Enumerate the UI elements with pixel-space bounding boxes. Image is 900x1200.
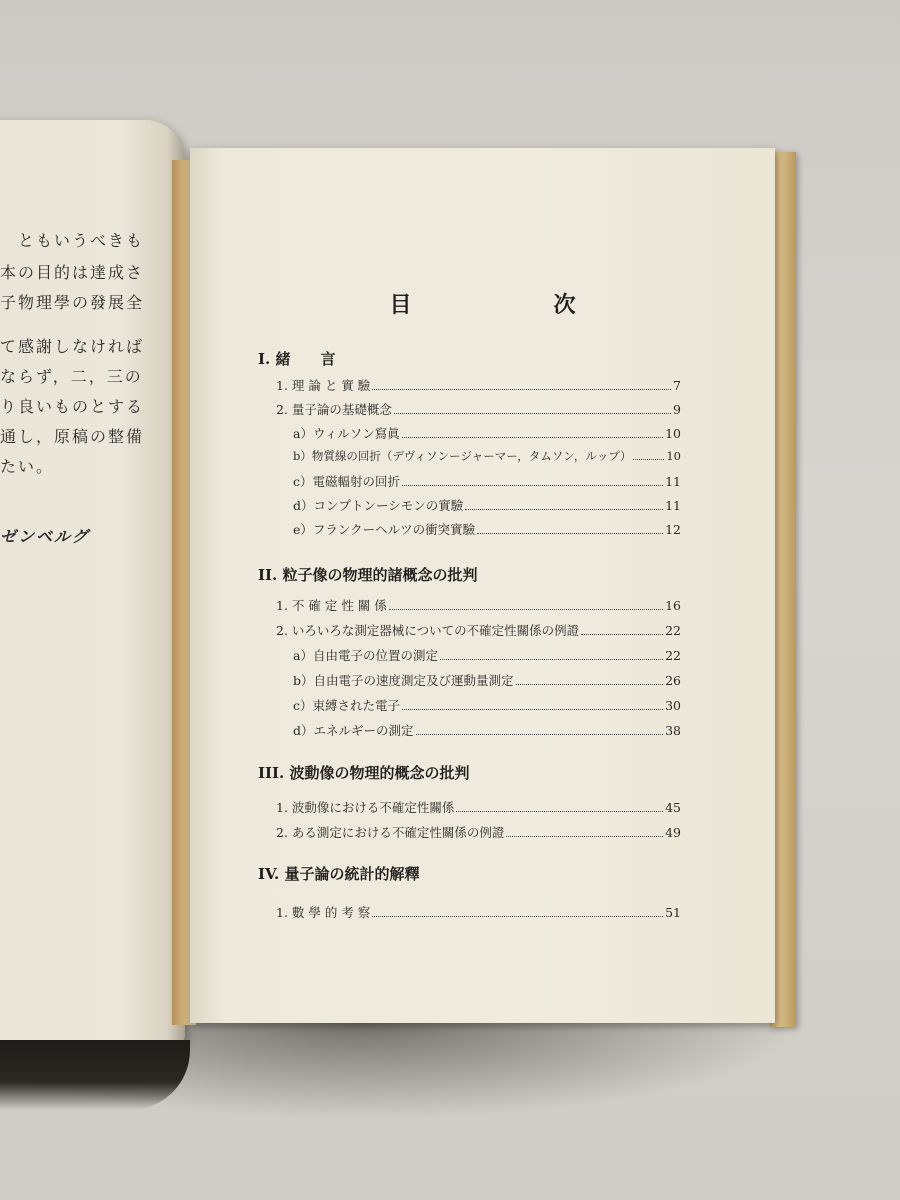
toc-leader-dots (465, 509, 663, 510)
toc-entry-page: 10 (666, 449, 681, 463)
toc-entry-text: 1. 波動像における不確定性關係 (276, 800, 455, 815)
toc-entry-page: 26 (665, 673, 681, 688)
toc-entry-page: 16 (665, 598, 681, 613)
chapter-heading: IV. 量子論の統計的解釋 (258, 865, 420, 883)
toc-entry-text: c）束縛された電子 (293, 698, 401, 713)
toc-entry (293, 520, 681, 538)
toc-entry-text: d）エネルギーの測定 (293, 723, 414, 738)
toc-entry (293, 646, 681, 664)
toc-entry (293, 671, 681, 689)
toc-leader-dots (456, 811, 663, 812)
toc-entry-page: 11 (665, 474, 681, 489)
toc-entry-text: 2. ある測定における不確定性關係の例證 (276, 825, 505, 840)
toc-entry-page: 11 (665, 498, 681, 513)
toc-entry-page: 38 (665, 723, 681, 738)
toc-entry-page: 12 (665, 522, 681, 537)
toc-leader-dots (633, 459, 664, 460)
left-text-line: 子物理學の發展全 (0, 293, 145, 312)
toc-entry-page: 45 (665, 800, 681, 815)
toc-entry-text: b）自由電子の速度測定及び運動量測定 (293, 673, 514, 688)
toc-entry-text: 1. 理 論 と 實 驗 (276, 378, 371, 393)
toc-entry (276, 376, 681, 394)
toc-entry-text: 2. いろいろな測定器械についての不確定性關係の例證 (276, 623, 580, 638)
toc-entry-page: 49 (665, 825, 681, 840)
toc-leader-dots (581, 634, 663, 635)
left-text-line: り良いものとする (0, 397, 145, 416)
toc-entry-text: 2. 量子論の基礎概念 (276, 402, 392, 417)
toc-entry-text: a）ウィルソン寫眞 (293, 426, 400, 441)
toc-entry (276, 823, 681, 841)
toc-leader-dots (402, 437, 663, 438)
left-signature-text: ゼンベルグ (0, 527, 90, 546)
toc-entry-page: 30 (665, 698, 681, 713)
toc-entry (276, 596, 681, 614)
left-text-line: ともいうべきも (0, 231, 145, 250)
toc-leader-dots (402, 485, 663, 486)
toc-entry-page: 7 (673, 378, 681, 393)
toc-leader-dots (372, 389, 671, 390)
toc-entry-text: d）コンプトンーシモンの實驗 (293, 498, 464, 513)
left-text-line: ならず，二，三の (0, 367, 143, 386)
toc-leader-dots (389, 609, 663, 610)
toc-entry-page: 22 (665, 623, 681, 638)
left-text-line: て感謝しなければ (0, 337, 145, 356)
toc-leader-dots (506, 836, 663, 837)
left-text-line: 本の目的は達成さ (0, 263, 145, 282)
toc-entry-page: 10 (665, 426, 681, 441)
toc-entry (276, 400, 681, 418)
toc-entry (276, 621, 681, 639)
toc-leader-dots (402, 709, 663, 710)
toc-entry-text: b）物質線の回折（デヴィソンージャーマー，タムソン，ルップ） (293, 449, 632, 463)
toc-leader-dots (394, 413, 671, 414)
toc-entry-text: e）フランクーヘルツの衝突實驗 (293, 522, 476, 537)
toc-entry (276, 798, 681, 816)
toc-entry (293, 472, 681, 490)
toc-entry-page: 22 (665, 648, 681, 663)
toc-leader-dots (440, 659, 663, 660)
toc-entry (293, 721, 681, 739)
toc-entry-text: 1. 數 學 的 考 察 (276, 905, 371, 920)
toc-title: 目 次 (389, 292, 636, 318)
left-text-line: 通し，原稿の整備 (0, 427, 145, 446)
toc-entry (276, 903, 681, 921)
chapter-heading: III. 波動像の物理的概念の批判 (258, 764, 470, 782)
toc-page (190, 148, 775, 1023)
toc-leader-dots (416, 734, 664, 735)
toc-entry (293, 496, 681, 514)
toc-entry (293, 448, 681, 464)
toc-leader-dots (516, 684, 664, 685)
toc-entry (293, 424, 681, 442)
toc-leader-dots (372, 916, 663, 917)
toc-entry (293, 696, 681, 714)
chapter-heading: I. 緒 言 (258, 350, 336, 368)
toc-entry-text: a）自由電子の位置の測定 (293, 648, 438, 663)
chapter-heading: II. 粒子像の物理的諸概念の批判 (258, 566, 478, 584)
toc-leader-dots (477, 533, 663, 534)
left-text-line: たい。 (0, 457, 55, 476)
toc-entry-text: 1. 不 確 定 性 關 係 (276, 598, 387, 613)
left-page-shadow (0, 1040, 190, 1110)
toc-entry-page: 51 (665, 905, 681, 920)
toc-entry-text: c）電磁輻射の回折 (293, 474, 401, 489)
left-page (0, 120, 185, 1045)
toc-entry-page: 9 (673, 402, 681, 417)
